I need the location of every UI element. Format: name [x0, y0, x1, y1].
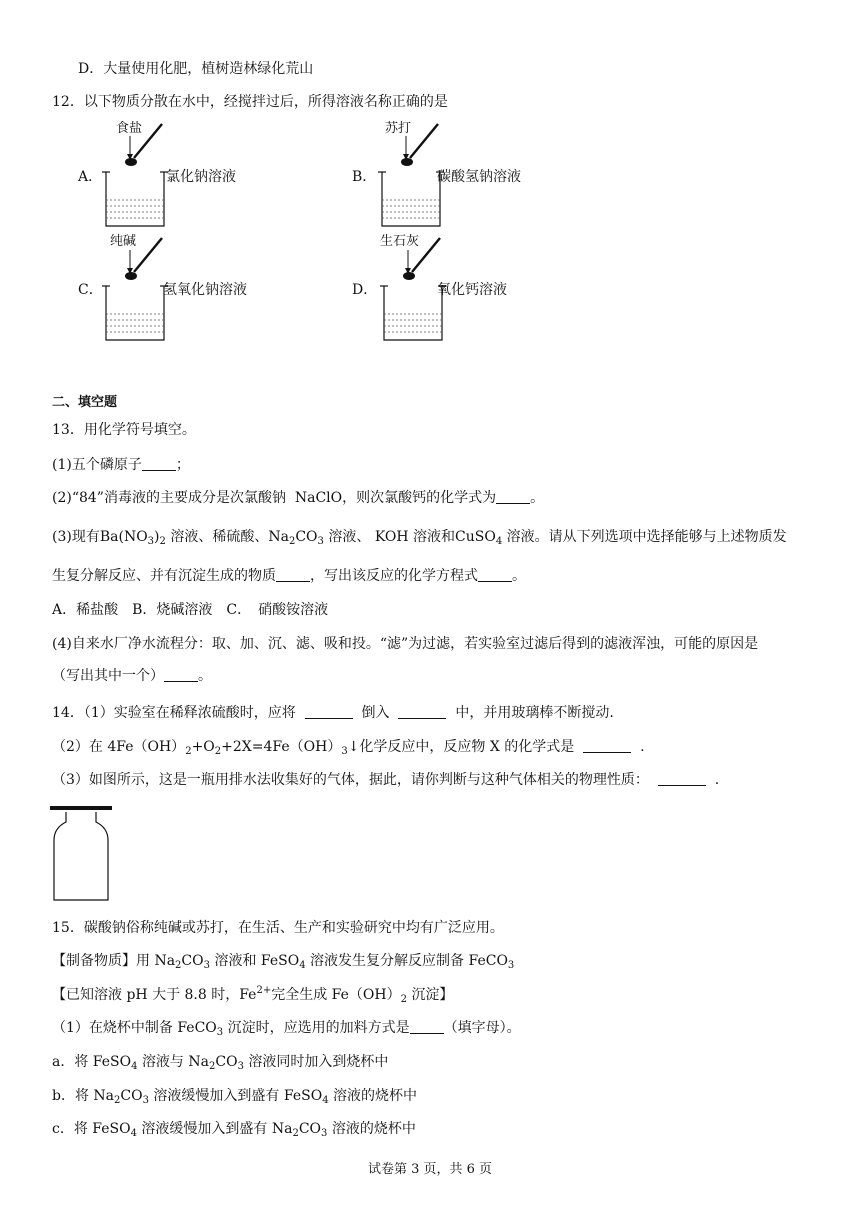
text: ↓化学反应中，反应物 X 的化学式是 — [347, 739, 575, 755]
formula-koh: KOH — [374, 529, 409, 545]
option-letter: D． — [352, 282, 378, 298]
formula-cuso4: CuSO$_4$ — [455, 529, 503, 547]
q15-prepare: 【制备物质】用 $Na_2CO_3$ 溶液和 FeSO$_4$ 溶液发生复分解反应制备 FeCO$_3$ — [52, 953, 515, 971]
text: 完全生成 Fe（OH） — [271, 987, 401, 1003]
text: 14．（1）实验室在稀释浓硫酸时，应将 — [52, 705, 296, 721]
answer-blank[interactable] — [142, 456, 176, 471]
text: CO — [120, 1088, 143, 1104]
answer-blank[interactable] — [583, 738, 631, 753]
text: 倒入 — [361, 705, 390, 721]
answer-blank[interactable] — [164, 667, 198, 682]
text: （写出其中一个） — [52, 668, 164, 684]
beaker-spoon-icon — [100, 118, 170, 228]
q15-option-c[interactable]: c．将 FeSO$_4$ 溶液缓慢加入到盛有 $Na_2CO_3$ 溶液的烧杯中 — [52, 1121, 416, 1139]
answer-blank[interactable] — [478, 567, 512, 582]
q13-part2 — [52, 488, 544, 508]
q13-stem: 13．用化学符号填空。 — [52, 422, 196, 438]
answer-blank[interactable] — [398, 704, 446, 719]
q15-option-b[interactable]: b．将 $Na_2CO_3$ 溶液缓慢加入到盛有 FeSO$_4$ 溶液的烧杯中 — [52, 1088, 418, 1106]
formula-na2co3: $Na_2CO_3$ — [268, 529, 324, 547]
text: 【制备物质】用 Na — [52, 953, 176, 969]
text: CO — [298, 1121, 322, 1137]
option-letter: A． — [78, 169, 103, 185]
option-text: 碳酸氢钠溶液 — [437, 169, 521, 185]
text: （填字母）。 — [443, 1020, 521, 1036]
option-letter: B． — [352, 169, 377, 185]
text: 溶液和 FeSO — [214, 953, 300, 969]
q11-option-d: D．大量使用化肥，植树造林绿化荒山 — [78, 61, 314, 77]
section-title: 二、填空题 — [52, 395, 118, 410]
q13-part4-line2 — [52, 666, 212, 686]
text: . — [640, 739, 645, 755]
gas-bottle-icon — [50, 806, 112, 902]
q15-question1: （1）在烧杯中制备 FeCO$_3$ 沉淀时，应选用的加料方式是 （填字母）。 — [52, 1020, 521, 1038]
text: 。 — [512, 568, 526, 584]
substance-label: 苏打 — [385, 121, 412, 136]
option-text: 氧化钙溶液 — [437, 282, 507, 298]
text: +O — [191, 739, 215, 755]
text: 溶液的烧杯中 — [331, 1121, 416, 1137]
beaker-spoon-icon — [100, 232, 170, 342]
option-text: 氢氧化钠溶液 — [163, 282, 247, 298]
option-text: 氯化钠溶液 — [166, 169, 236, 185]
answer-blank[interactable] — [496, 489, 530, 504]
answer-blank[interactable] — [658, 771, 706, 786]
option-letter: C． — [78, 282, 103, 298]
q13-part3-options: A．稀盐酸 B．烧碱溶液 C． 硝酸铵溶液 — [52, 602, 329, 618]
text: . — [714, 772, 720, 788]
page-footer: 试卷第 3 页，共 6 页 — [367, 1162, 493, 1177]
text: ，写出该反应的化学方程式 — [310, 568, 478, 584]
text: （1）在烧杯中制备 FeCO — [52, 1020, 217, 1036]
substance-label: 生石灰 — [380, 234, 420, 249]
text: (3)现有 — [52, 529, 100, 545]
text: 。 — [198, 668, 212, 684]
text: （2）在 4Fe（OH） — [52, 739, 186, 755]
answer-blank[interactable] — [305, 704, 353, 719]
text: b．将 Na — [52, 1088, 115, 1104]
text: 溶液、 — [328, 529, 371, 545]
text: (1)五个磷原子 — [52, 457, 142, 473]
q13-part3-line2 — [52, 566, 526, 586]
substance-label: 纯碱 — [110, 234, 137, 249]
text: +2X=4Fe（OH） — [221, 739, 342, 755]
text: CO — [181, 953, 204, 969]
substance-label: 食盐 — [116, 121, 143, 136]
text: CO — [215, 1054, 238, 1070]
q15-stem: 15．碳酸钠俗称纯碱或苏打，在生活、生产和实验研究中均有广泛应用。 — [52, 920, 504, 936]
text: 溶液与 Na — [141, 1054, 209, 1070]
text: 溶液同时加入到烧杯中 — [248, 1054, 389, 1070]
text: 溶液缓慢加入到盛有 FeSO — [153, 1088, 323, 1104]
answer-blank[interactable] — [410, 1019, 444, 1034]
text: ，则次氯酸钙的化学式为 — [342, 490, 497, 506]
text: a．将 FeSO — [52, 1054, 132, 1070]
formula-ba-no3-2: $Ba(NO_3)_2$ — [99, 529, 166, 547]
text: 。 — [530, 490, 545, 506]
q15-option-a[interactable]: a．将 FeSO$_4$ 溶液与 $Na_2CO_3$ 溶液同时加入到烧杯中 — [52, 1054, 389, 1072]
text: 溶液发生复分解反应制备 FeCO — [310, 953, 508, 969]
text: 溶液和 — [413, 529, 456, 545]
text: 溶液、稀硫酸、 — [170, 529, 269, 545]
text: 沉淀】 — [411, 987, 454, 1003]
text: 溶液的烧杯中 — [333, 1088, 418, 1104]
text: 【已知溶液 pH 大于 8.8 时，Fe — [52, 987, 257, 1003]
text: 溶液。请从下列选项中选择能够与上述物质发 — [506, 529, 787, 545]
text: 沉淀时，应选用的加料方式是 — [227, 1020, 410, 1036]
text: 中，并用玻璃棒不断搅动. — [455, 705, 614, 721]
text: c．将 FeSO — [52, 1121, 131, 1137]
text: 生复分解反应、并有沉淀生成的物质 — [52, 568, 276, 584]
formula-naclo: NaClO — [294, 490, 343, 506]
answer-blank[interactable] — [276, 567, 310, 582]
q15-known: 【已知溶液 pH 大于 8.8 时，$Fe^{2+}$完全生成 $Fe(OH)_2$ 沉淀】 — [52, 985, 454, 1005]
q13-part4-line1: (4)自来水厂净水流程分：取、加、沉、滤、吸和投。“滤”为过滤，若实验室过滤后得到的滤液浑浊，可能的原因是 — [52, 636, 759, 652]
q13-part3 — [52, 527, 787, 547]
q14-part1 — [52, 703, 614, 723]
beaker-spoon-icon — [376, 118, 446, 228]
q12-stem: 12．以下物质分散在水中，经搅拌过后，所得溶液名称正确的是 — [52, 94, 448, 110]
text: (2)“84”消毒液的主要成分是次氯酸钠 — [52, 490, 286, 506]
text: （3）如图所示，这是一瓶用排水法收集好的气体，据此，请你判断与这种气体相关的物理性质： — [52, 772, 649, 788]
text: 溶液缓慢加入到盛有 Na — [141, 1121, 293, 1137]
q13-part1 — [52, 455, 190, 475]
text: ； — [175, 457, 190, 473]
q14-part2: （2）在 $4Fe(OH)_2+O_2+2X=4Fe(OH)_3↓$化学反应中，反应物 X 的化学式是 . — [52, 739, 645, 757]
q14-part3 — [52, 770, 719, 790]
